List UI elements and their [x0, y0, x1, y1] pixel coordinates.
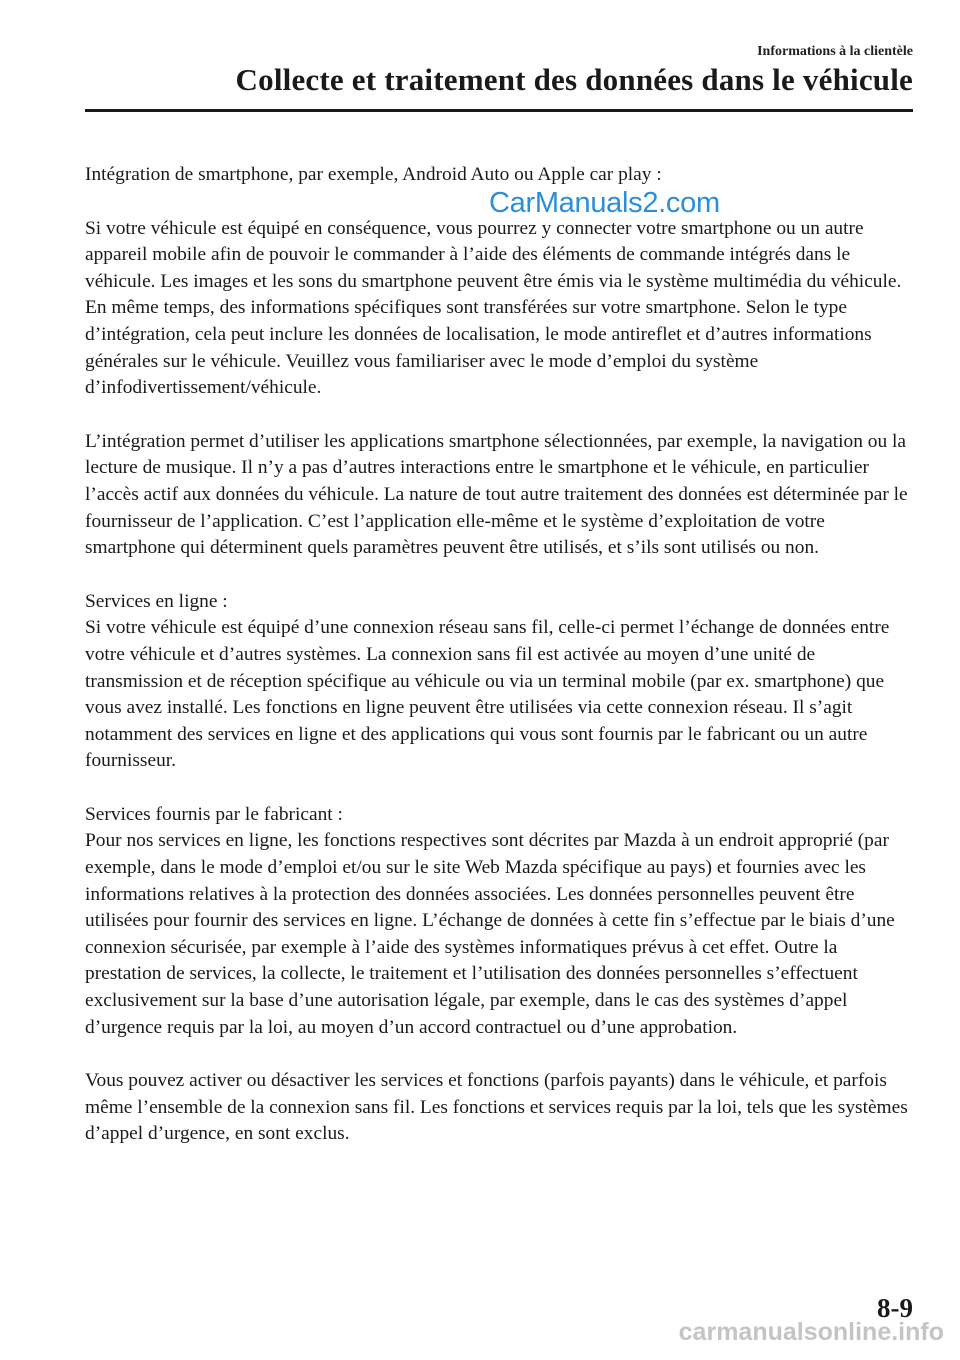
watermark-carmanuals2: CarManuals2.com: [489, 187, 720, 219]
header-divider: [85, 109, 913, 112]
heading-manufacturer-services: Services fournis par le fabricant :: [85, 803, 343, 825]
page-title: Collecte et traitement des données dans le véhicule: [235, 62, 913, 97]
paragraph-manufacturer-services: Pour nos services en ligne, les fonctions respectives sont décrites par Mazda à un endroit approprié (par exemple, dans le mode d’emploi et/ou sur le site Web Mazda spécifique au pays) et fournies avec les informations relatives à la protection des données associées. Les données personnelles peuvent être utilisées pour fournir des services en ligne. L’échange de données à cette fin s’effectue par le biais d’une connexion sécurisée, par exemple à l’aide des systèmes informatiques prévus à cet effet. Outre la prestation de services, la collecte, le traitement et l’utilisation des données personnelles s’effectuent exclusivement sur la base d’une autorisation légale, par exemple, dans le cas des systèmes d’appel d’urgence requis par la loi, au moyen d’un accord contractuel ou d’une approbation.: [85, 830, 895, 1038]
heading-online-services: Services en ligne :: [85, 590, 228, 612]
paragraph-smartphone-integration-details: Si votre véhicule est équipé en conséquence, vous pourrez y connecter votre smartphone ou un autre appareil mobile afin de pouvoir le commander à l’aide des éléments de commande intégrés dans le véhicule. Les images et les sons du smartphone peuvent être émis via le système multimédia du véhicule. En même temps, des informations spécifiques sont transférées sur votre smartphone. Selon le type d’intégration, cela peut inclure les données de localisation, le mode antireflet et d’autres informations générales sur le véhicule. Veuillez vous familiariser avec le mode d’emploi du système d’infodivertissement/véhicule.: [85, 217, 902, 399]
watermark-carmanualsonline: carmanualsonline.info: [678, 1318, 944, 1346]
section-label: Informations à la clientèle: [757, 44, 913, 59]
paragraph-activation: Vous pouvez activer ou désactiver les services et fonctions (parfois payants) dans le véhicule, et parfois même l’ensemble de la connexion sans fil. Les fonctions et services requis par la loi, tels que les systèmes d’appel d’urgence, en sont exclus.: [85, 1070, 908, 1145]
paragraph-smartphone-integration-intro: Intégration de smartphone, par exemple, Android Auto ou Apple car play :: [85, 164, 662, 185]
paragraph-online-services: Si votre véhicule est équipé d’une connexion réseau sans fil, celle-ci permet l’échange de données entre votre véhicule et d’autres systèmes. La connexion sans fil est activée au moyen d’une unité de transmission et de réception spécifique au véhicule ou via un terminal mobile (par ex. smartphone) que vous avez installé. Les fonctions en ligne peuvent être utilisées via cette connexion réseau. Il s’agit notamment des services en ligne et des applications qui vous sont fournis par le fabricant ou un autre fournisseur.: [85, 617, 890, 772]
paragraph-integration-usage: L’intégration permet d’utiliser les applications smartphone sélectionnées, par exemple, la navigation ou la lecture de musique. Il n’y a pas d’autres interactions entre le smartphone et le véhicule, en particulier l’accès actif aux données du véhicule. La nature de tout autre traitement des données est déterminée par le fournisseur de l’application. C’est l’application elle-même et le système d’exploitation de votre smartphone qui déterminent quels paramètres peuvent être utilisés, et s’ils sont utilisés ou non.: [85, 430, 908, 559]
page-body: [85, 162, 915, 1175]
page-number: 8-9: [877, 1293, 913, 1323]
